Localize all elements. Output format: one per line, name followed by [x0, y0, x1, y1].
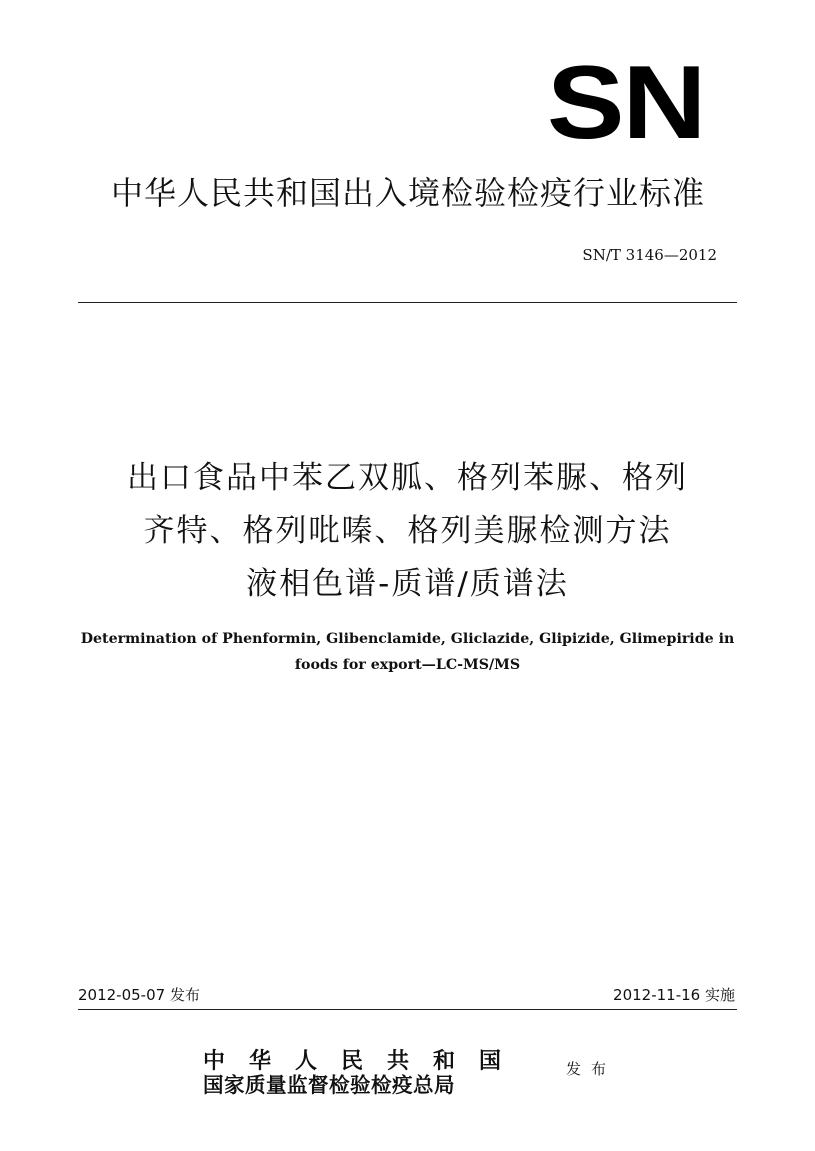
chinese-title-line-3: 液相色谱-质谱/质谱法 — [246, 566, 569, 602]
organization-title: 中华人民共和国出入境检验检疫行业标准 — [110, 174, 705, 212]
chinese-title-line-1: 出口食品中苯乙双胍、格列苯脲、格列 — [127, 460, 688, 496]
standard-number: SN/T 3146—2012 — [582, 246, 717, 264]
english-title-line-2: foods for export—LC-MS/MS — [294, 657, 521, 673]
issue-date: 2012-05-07 发布 — [78, 986, 200, 1004]
bottom-divider — [78, 1009, 737, 1010]
issuer-country: 中华人民共和国 — [203, 1048, 526, 1074]
sn-logo: SN — [546, 45, 705, 161]
issuer-agency: 国家质量监督检验检疫总局 — [203, 1073, 455, 1097]
top-divider — [78, 302, 737, 303]
english-title-line-1: Determination of Phenformin, Glibenclamide, Gliclazide, Glipizide, Glimepiride in — [80, 631, 735, 647]
implementation-date: 2012-11-16 实施 — [613, 986, 735, 1004]
issue-verb: 发布 — [566, 1060, 617, 1078]
chinese-title-line-2: 齐特、格列吡嗪、格列美脲检测方法 — [143, 513, 672, 549]
